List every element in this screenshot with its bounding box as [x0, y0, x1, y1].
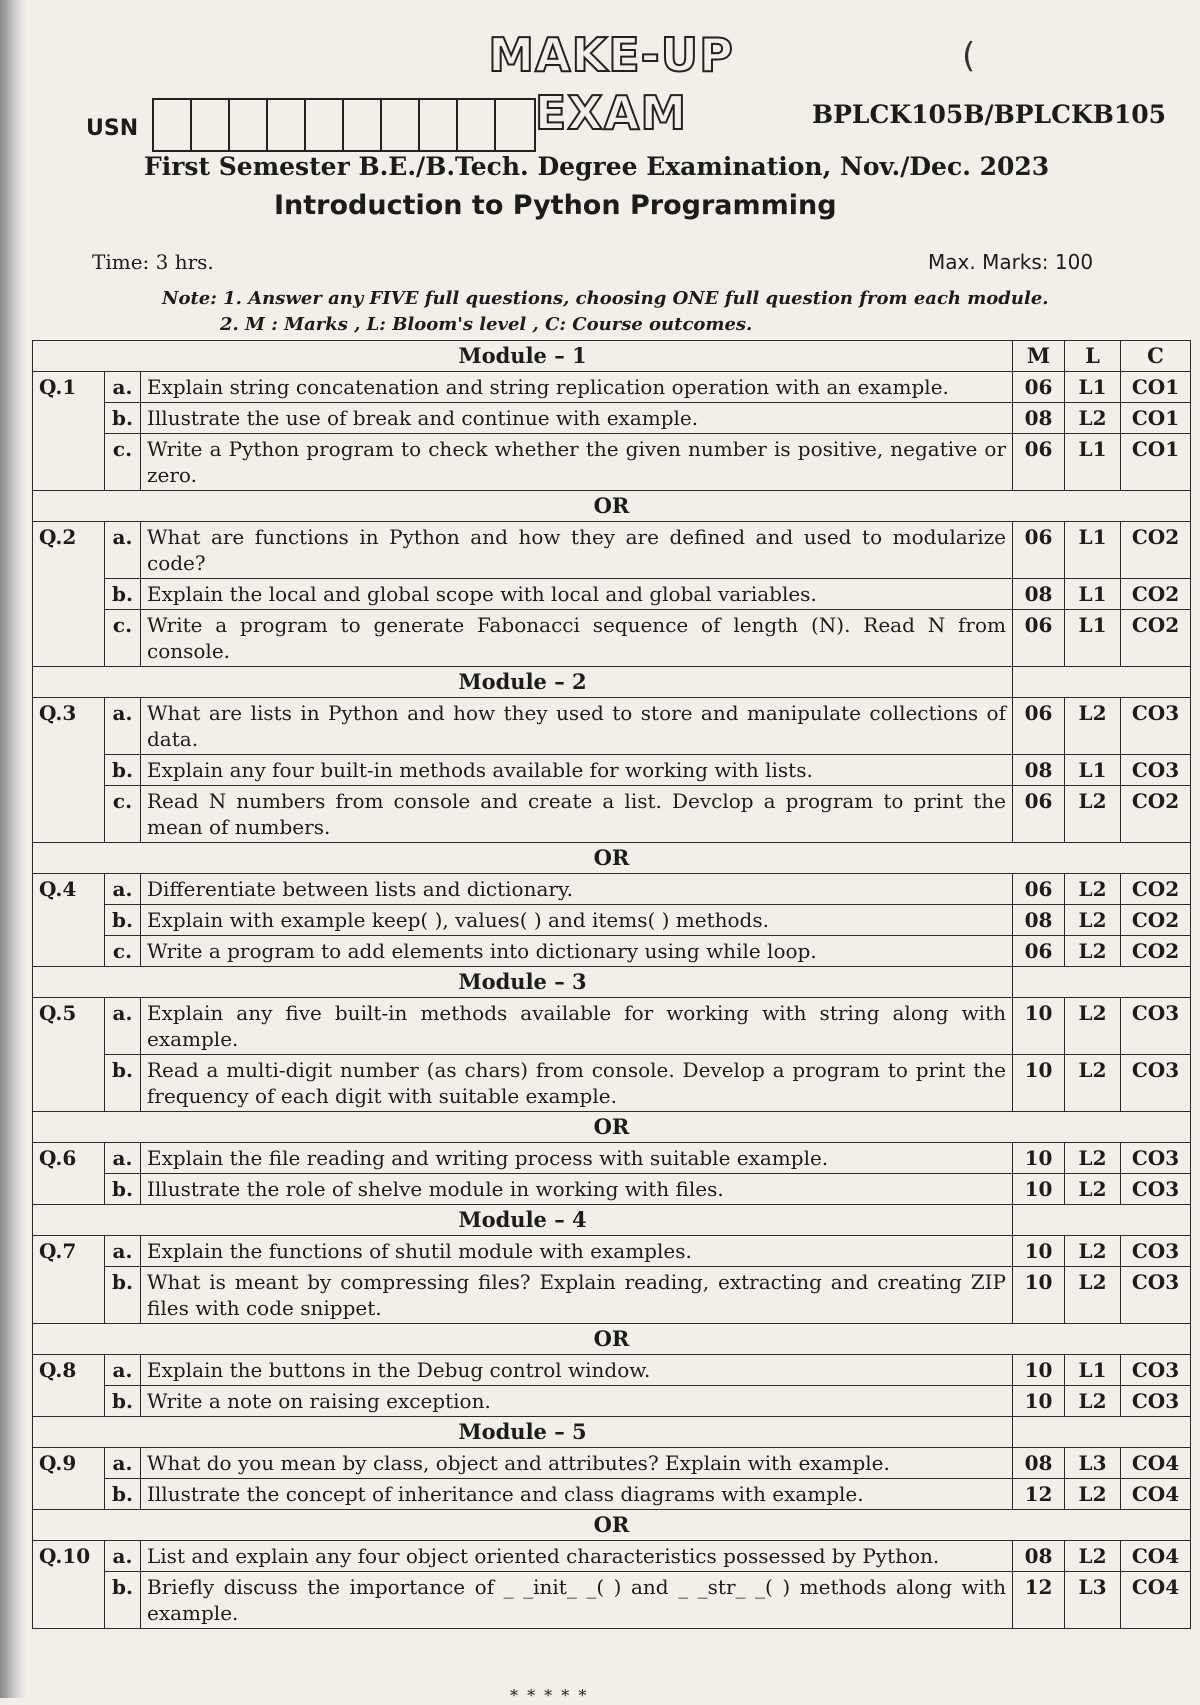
question-text: Differentiate between lists and dictionary. [141, 874, 1013, 905]
course-outcome: CO2 [1121, 610, 1191, 667]
exam-title: First Semester B.E./B.Tech. Degree Examination, Nov./Dec. 2023 [144, 152, 1050, 181]
part-letter: a. [105, 998, 141, 1055]
makeup-exam-stamp: MAKE-UP EXAM [488, 28, 734, 140]
course-outcome: CO3 [1121, 998, 1191, 1055]
question-number: Q.7 [33, 1236, 105, 1324]
question-text: Explain string concatenation and string replication operation with an example. [141, 372, 1013, 403]
marks-value: 10 [1013, 1267, 1065, 1324]
part-letter: a. [105, 522, 141, 579]
or-separator: OR [33, 843, 1191, 874]
or-separator: OR [33, 491, 1191, 522]
usn-box [230, 100, 268, 150]
usn-box [192, 100, 230, 150]
course-outcome: CO3 [1121, 1267, 1191, 1324]
question-part-row [33, 1386, 1191, 1417]
part-letter: b. [105, 1479, 141, 1510]
blooms-level: L2 [1065, 1143, 1121, 1174]
question-part-row [33, 522, 1191, 579]
question-part-row [33, 1267, 1191, 1324]
usn-box [420, 100, 458, 150]
question-part-row [33, 434, 1191, 491]
question-table-body [33, 341, 1191, 1629]
question-text: Explain the file reading and writing process with suitable example. [141, 1143, 1013, 1174]
module-title: Module – 1 [33, 341, 1013, 372]
marks-value: 06 [1013, 434, 1065, 491]
or-separator: OR [33, 1112, 1191, 1143]
question-part-row [33, 610, 1191, 667]
usn-box [382, 100, 420, 150]
blooms-level: L2 [1065, 698, 1121, 755]
question-text: What are lists in Python and how they used to store and manipulate collections of data. [141, 698, 1013, 755]
question-text: Read a multi-digit number (as chars) from console. Develop a program to print the frequency of each digit with suitable example. [141, 1055, 1013, 1112]
course-outcome: CO2 [1121, 905, 1191, 936]
course-outcome: CO3 [1121, 1174, 1191, 1205]
part-letter: a. [105, 698, 141, 755]
question-text: What are functions in Python and how they are defined and used to modularize code? [141, 522, 1013, 579]
course-outcome: CO2 [1121, 874, 1191, 905]
course-outcome: CO4 [1121, 1479, 1191, 1510]
course-outcome: CO3 [1121, 1236, 1191, 1267]
course-title: Introduction to Python Programming [274, 190, 837, 221]
course-outcome: CO3 [1121, 1143, 1191, 1174]
end-of-paper-stars: * * * * * [510, 1686, 589, 1705]
course-outcome: CO3 [1121, 698, 1191, 755]
subject-code: BPLCK105B/BPLCKB105 [812, 100, 1167, 129]
course-outcome: CO3 [1121, 755, 1191, 786]
question-part-row [33, 1055, 1191, 1112]
column-header-level: L [1065, 341, 1121, 372]
module-title: Module – 5 [33, 1417, 1013, 1448]
question-text: Write a program to add elements into dictionary using while loop. [141, 936, 1013, 967]
blooms-level: L2 [1065, 874, 1121, 905]
part-letter: b. [105, 403, 141, 434]
question-number: Q.6 [33, 1143, 105, 1205]
marks-value: 08 [1013, 403, 1065, 434]
question-part-row [33, 755, 1191, 786]
marks-value: 06 [1013, 610, 1065, 667]
handwritten-mark: ( [962, 36, 976, 76]
module-row-spacer [1013, 1205, 1191, 1236]
question-text: What is meant by compressing files? Explain reading, extracting and creating ZIP files with code snippet. [141, 1267, 1013, 1324]
question-text: List and explain any four object oriented characteristics possessed by Python. [141, 1541, 1013, 1572]
marks-value: 12 [1013, 1572, 1065, 1629]
part-letter: a. [105, 1448, 141, 1479]
marks-value: 10 [1013, 998, 1065, 1055]
question-part-row [33, 936, 1191, 967]
module-row-spacer [1013, 667, 1191, 698]
question-text: Write a program to generate Fabonacci sequence of length (N). Read N from console. [141, 610, 1013, 667]
question-table [32, 340, 1191, 1629]
usn-box [268, 100, 306, 150]
marks-value: 10 [1013, 1236, 1065, 1267]
question-part-row [33, 372, 1191, 403]
question-part-row [33, 786, 1191, 843]
question-text: Explain the local and global scope with local and global variables. [141, 579, 1013, 610]
module-header-row [33, 1205, 1191, 1236]
part-letter: b. [105, 1055, 141, 1112]
part-letter: c. [105, 786, 141, 843]
question-number: Q.5 [33, 998, 105, 1112]
blooms-level: L2 [1065, 1055, 1121, 1112]
part-letter: a. [105, 874, 141, 905]
part-letter: b. [105, 579, 141, 610]
usn-box [154, 100, 192, 150]
module-header-row [33, 341, 1191, 372]
marks-value: 06 [1013, 372, 1065, 403]
or-separator: OR [33, 1510, 1191, 1541]
question-text: Write a Python program to check whether the given number is positive, negative or zero. [141, 434, 1013, 491]
marks-value: 06 [1013, 936, 1065, 967]
question-number: Q.3 [33, 698, 105, 843]
course-outcome: CO3 [1121, 1055, 1191, 1112]
part-letter: a. [105, 372, 141, 403]
usn-box [496, 100, 534, 150]
part-letter: b. [105, 1572, 141, 1629]
module-title: Module – 4 [33, 1205, 1013, 1236]
question-text: Explain any four built-in methods available for working with lists. [141, 755, 1013, 786]
module-header-row [33, 967, 1191, 998]
module-header-row [33, 667, 1191, 698]
or-separator-row [33, 1324, 1191, 1355]
module-title: Module – 2 [33, 667, 1013, 698]
part-letter: c. [105, 936, 141, 967]
course-outcome: CO1 [1121, 403, 1191, 434]
blooms-level: L1 [1065, 372, 1121, 403]
question-part-row [33, 1236, 1191, 1267]
course-outcome: CO2 [1121, 786, 1191, 843]
question-number: Q.9 [33, 1448, 105, 1510]
question-text: Explain the functions of shutil module with examples. [141, 1236, 1013, 1267]
or-separator-row [33, 1112, 1191, 1143]
blooms-level: L2 [1065, 998, 1121, 1055]
question-part-row [33, 874, 1191, 905]
blooms-level: L3 [1065, 1448, 1121, 1479]
part-letter: c. [105, 434, 141, 491]
marks-value: 10 [1013, 1355, 1065, 1386]
marks-value: 10 [1013, 1174, 1065, 1205]
course-outcome: CO3 [1121, 1355, 1191, 1386]
question-number: Q.2 [33, 522, 105, 667]
part-letter: b. [105, 1174, 141, 1205]
course-outcome: CO3 [1121, 1386, 1191, 1417]
blooms-level: L1 [1065, 610, 1121, 667]
marks-value: 12 [1013, 1479, 1065, 1510]
blooms-level: L2 [1065, 403, 1121, 434]
blooms-level: L1 [1065, 522, 1121, 579]
marks-value: 08 [1013, 905, 1065, 936]
note-line-2: 2. M : Marks , L: Bloom's level , C: Course outcomes. [220, 314, 753, 335]
question-part-row [33, 1541, 1191, 1572]
question-text: Explain any five built-in methods available for working with string along with example. [141, 998, 1013, 1055]
blooms-level: L2 [1065, 1236, 1121, 1267]
question-text: Illustrate the use of break and continue with example. [141, 403, 1013, 434]
column-header-marks: M [1013, 341, 1065, 372]
note-line-1: Note: 1. Answer any FIVE full questions, choosing ONE full question from each module. [162, 288, 1049, 309]
course-outcome: CO1 [1121, 434, 1191, 491]
marks-value: 06 [1013, 874, 1065, 905]
blooms-level: L2 [1065, 1267, 1121, 1324]
course-outcome: CO4 [1121, 1572, 1191, 1629]
part-letter: a. [105, 1355, 141, 1386]
marks-value: 08 [1013, 755, 1065, 786]
question-part-row [33, 698, 1191, 755]
marks-value: 10 [1013, 1143, 1065, 1174]
column-header-outcome: C [1121, 341, 1191, 372]
blooms-level: L1 [1065, 579, 1121, 610]
question-part-row [33, 998, 1191, 1055]
marks-value: 10 [1013, 1386, 1065, 1417]
course-outcome: CO2 [1121, 936, 1191, 967]
marks-value: 06 [1013, 786, 1065, 843]
marks-value: 06 [1013, 698, 1065, 755]
question-text: Illustrate the role of shelve module in working with files. [141, 1174, 1013, 1205]
question-text: Briefly discuss the importance of _ _init_ _( ) and _ _str_ _( ) methods along with example. [141, 1572, 1013, 1629]
question-number: Q.4 [33, 874, 105, 967]
marks-value: 08 [1013, 579, 1065, 610]
part-letter: a. [105, 1236, 141, 1267]
or-separator-row [33, 491, 1191, 522]
part-letter: b. [105, 1267, 141, 1324]
part-letter: a. [105, 1143, 141, 1174]
marks-value: 10 [1013, 1055, 1065, 1112]
question-part-row [33, 1143, 1191, 1174]
question-part-row [33, 1448, 1191, 1479]
question-number: Q.8 [33, 1355, 105, 1417]
part-letter: c. [105, 610, 141, 667]
blooms-level: L2 [1065, 936, 1121, 967]
marks-value: 08 [1013, 1541, 1065, 1572]
course-outcome: CO4 [1121, 1448, 1191, 1479]
question-text: Explain the buttons in the Debug control window. [141, 1355, 1013, 1386]
usn-box [458, 100, 496, 150]
question-text: What do you mean by class, object and attributes? Explain with example. [141, 1448, 1013, 1479]
course-outcome: CO1 [1121, 372, 1191, 403]
marks-value: 06 [1013, 522, 1065, 579]
question-number: Q.10 [33, 1541, 105, 1629]
blooms-level: L2 [1065, 1174, 1121, 1205]
module-title: Module – 3 [33, 967, 1013, 998]
course-outcome: CO4 [1121, 1541, 1191, 1572]
or-separator: OR [33, 1324, 1191, 1355]
question-text: Illustrate the concept of inheritance and class diagrams with example. [141, 1479, 1013, 1510]
or-separator-row [33, 1510, 1191, 1541]
or-separator-row [33, 843, 1191, 874]
marks-value: 08 [1013, 1448, 1065, 1479]
blooms-level: L1 [1065, 434, 1121, 491]
blooms-level: L1 [1065, 1355, 1121, 1386]
module-row-spacer [1013, 967, 1191, 998]
question-part-row [33, 403, 1191, 434]
question-part-row [33, 579, 1191, 610]
question-part-row [33, 1174, 1191, 1205]
question-number: Q.1 [33, 372, 105, 491]
course-outcome: CO2 [1121, 522, 1191, 579]
question-part-row [33, 1572, 1191, 1629]
usn-boxes [152, 98, 536, 152]
blooms-level: L2 [1065, 1479, 1121, 1510]
blooms-level: L2 [1065, 786, 1121, 843]
part-letter: b. [105, 905, 141, 936]
part-letter: a. [105, 1541, 141, 1572]
module-row-spacer [1013, 1417, 1191, 1448]
question-part-row [33, 905, 1191, 936]
blooms-level: L2 [1065, 905, 1121, 936]
blooms-level: L3 [1065, 1572, 1121, 1629]
blooms-level: L1 [1065, 755, 1121, 786]
max-marks: Max. Marks: 100 [928, 250, 1094, 274]
usn-label: USN [86, 116, 139, 141]
question-text: Read N numbers from console and create a list. Devclop a program to print the mean of numbers. [141, 786, 1013, 843]
exam-duration: Time: 3 hrs. [92, 250, 214, 274]
usn-box [306, 100, 344, 150]
module-header-row [33, 1417, 1191, 1448]
question-part-row [33, 1355, 1191, 1386]
page-edge-shadow [0, 0, 26, 1698]
usn-box [344, 100, 382, 150]
question-text: Write a note on raising exception. [141, 1386, 1013, 1417]
blooms-level: L2 [1065, 1386, 1121, 1417]
question-part-row [33, 1479, 1191, 1510]
part-letter: b. [105, 755, 141, 786]
question-text: Explain with example keep( ), values( ) and items( ) methods. [141, 905, 1013, 936]
course-outcome: CO2 [1121, 579, 1191, 610]
part-letter: b. [105, 1386, 141, 1417]
blooms-level: L2 [1065, 1541, 1121, 1572]
